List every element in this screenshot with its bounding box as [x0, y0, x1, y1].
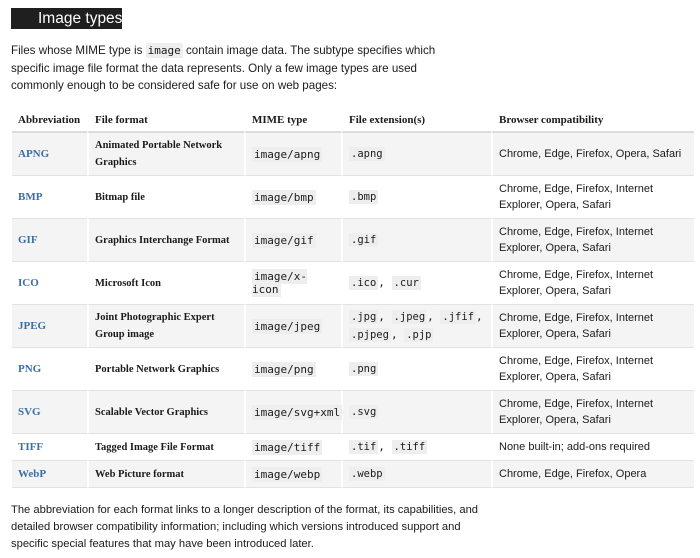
format-name: Tagged Image File Format: [95, 441, 214, 453]
compat-text: Chrome, Edge, Firefox, Opera, Safari: [499, 148, 682, 160]
compat-text: Chrome, Edge, Firefox, Internet Explorer, Opera, Safari: [499, 183, 654, 211]
abbr-cell: [12, 305, 87, 348]
header-file-format: File format: [87, 109, 244, 133]
mime-cell: [244, 176, 341, 219]
header-browser-compatibility: Browser compatibility: [491, 109, 694, 133]
extension: .gif: [351, 234, 377, 246]
intro-paragraph: [11, 42, 471, 95]
extension: .jpg: [351, 311, 377, 323]
format-cell: [87, 434, 244, 461]
mime-type: image/x-icon: [252, 270, 307, 296]
mime-type: image/png: [254, 362, 314, 376]
extension: .jpeg: [393, 311, 426, 323]
mime-cell: [244, 348, 341, 391]
abbr-link-tiff[interactable]: TIFF: [18, 441, 44, 453]
mime-cell: [244, 391, 341, 434]
extension: .tif: [351, 441, 377, 453]
mime-type: image/webp: [254, 467, 321, 481]
ext-cell: [341, 133, 491, 176]
abbr-cell: [12, 262, 87, 305]
format-cell: [87, 176, 244, 219]
table-row: [12, 305, 694, 348]
mime-cell: [244, 305, 341, 348]
ext-cell: .jpg , .jpeg , .jfif , .pjpeg , .pjp: [341, 305, 491, 348]
compat-text: Chrome, Edge, Firefox, Internet Explorer, Opera, Safari: [499, 312, 654, 340]
compat-cell: [491, 391, 694, 434]
image-types-table: [12, 109, 694, 488]
compat-cell: [491, 348, 694, 391]
ext-cell: .ico , .cur: [341, 262, 491, 305]
format-cell: [87, 262, 244, 305]
format-name: Microsoft Icon: [95, 277, 161, 289]
abbr-cell: [12, 391, 87, 434]
compat-cell: [491, 461, 694, 488]
header-mime-type: MIME type: [244, 109, 341, 133]
compat-cell: [491, 219, 694, 262]
compat-cell: [491, 262, 694, 305]
abbr-link-svg[interactable]: SVG: [18, 406, 41, 418]
mime-type: image/tiff: [254, 440, 321, 454]
table-header-row: [12, 109, 694, 133]
section-heading: Image types: [11, 8, 122, 29]
abbr-link-gif[interactable]: GIF: [18, 234, 38, 246]
mime-cell: [244, 461, 341, 488]
format-cell: [87, 219, 244, 262]
compat-cell: [491, 133, 694, 176]
extension: .pjp: [406, 329, 432, 341]
mime-cell: [244, 133, 341, 176]
mime-type: image/bmp: [254, 190, 314, 204]
ext-cell: [341, 348, 491, 391]
mime-type: image/svg+xml: [254, 405, 341, 419]
format-cell: [87, 461, 244, 488]
abbr-cell: [12, 176, 87, 219]
table-row: [12, 176, 694, 219]
table-row: [12, 434, 694, 461]
abbr-link-apng[interactable]: APNG: [18, 148, 50, 160]
abbr-cell: [12, 434, 87, 461]
extension: .jfif: [442, 311, 475, 323]
extension: .pjpeg: [351, 329, 389, 341]
compat-text: Chrome, Edge, Firefox, Opera: [499, 468, 647, 480]
table-row: [12, 133, 694, 176]
extension: .svg: [351, 406, 377, 418]
ext-cell: [341, 219, 491, 262]
format-name: Animated Portable Network Graphics: [95, 140, 223, 168]
extension: .png: [351, 363, 377, 375]
format-cell: [87, 133, 244, 176]
table-row: [12, 391, 694, 434]
ext-cell: [341, 461, 491, 488]
format-name: Joint Photographic Expert Group image: [95, 312, 215, 340]
abbr-link-ico[interactable]: ICO: [18, 277, 39, 289]
mime-type: image/apng: [254, 147, 321, 161]
abbr-cell: [12, 348, 87, 391]
outro-paragraph: The abbreviation for each format links to a longer description of the format, its capabilities, and detailed browser compatibility information; including which versions introduced support and specific special features that may have been introduced later.: [11, 504, 479, 550]
format-name: Graphics Interchange Format: [95, 234, 230, 246]
compat-text: None built-in; add-ons required: [499, 441, 651, 453]
abbr-link-webp[interactable]: WebP: [18, 468, 47, 480]
extension: .tiff: [393, 441, 426, 453]
intro-text-before: Files whose MIME type is: [11, 44, 146, 57]
compat-text: Chrome, Edge, Firefox, Internet Explorer, Opera, Safari: [499, 398, 654, 426]
mime-type: image/gif: [254, 233, 314, 247]
format-name: Scalable Vector Graphics: [95, 406, 208, 418]
format-name: Web Picture format: [95, 468, 185, 480]
format-cell: [87, 305, 244, 348]
mime-type: image/jpeg: [254, 319, 321, 333]
extension: .webp: [351, 468, 383, 480]
header-abbreviation: Abbreviation: [12, 109, 87, 133]
abbr-link-jpeg[interactable]: JPEG: [18, 320, 47, 332]
table-row: [12, 348, 694, 391]
compat-text: Chrome, Edge, Firefox, Internet Explorer, Opera, Safari: [499, 226, 654, 254]
extension: .cur: [393, 277, 419, 289]
abbr-cell: [12, 461, 87, 488]
ext-cell: .tif , .tiff: [341, 434, 491, 461]
abbr-cell: [12, 133, 87, 176]
extension: .ico: [351, 277, 377, 289]
mime-cell: [244, 219, 341, 262]
mime-cell: [244, 434, 341, 461]
abbr-link-png[interactable]: PNG: [18, 363, 42, 375]
compat-text: Chrome, Edge, Firefox, Internet Explorer, Opera, Safari: [499, 355, 654, 383]
compat-cell: [491, 305, 694, 348]
table-row: [12, 219, 694, 262]
ext-cell: [341, 176, 491, 219]
ext-cell: [341, 391, 491, 434]
format-name: Bitmap file: [95, 191, 145, 203]
intro-text-after: contain image data. The subtype specifies which specific image file format the data represents. Only a few image types are used commonly enough to be considered safe for use on web pages:: [11, 44, 436, 92]
abbr-cell: [12, 219, 87, 262]
compat-text: Chrome, Edge, Firefox, Internet Explorer, Opera, Safari: [499, 269, 654, 297]
table-row: [12, 262, 694, 305]
compat-cell: [491, 434, 694, 461]
table-row: [12, 461, 694, 488]
abbr-link-bmp[interactable]: BMP: [18, 191, 43, 203]
extension: .apng: [351, 148, 383, 160]
format-cell: [87, 348, 244, 391]
compat-cell: [491, 176, 694, 219]
format-name: Portable Network Graphics: [95, 363, 220, 375]
extension: .bmp: [351, 191, 377, 203]
header-file-extensions: File extension(s): [341, 109, 491, 133]
format-cell: [87, 391, 244, 434]
intro-code-image: image: [147, 44, 181, 57]
mime-cell: [244, 262, 341, 305]
